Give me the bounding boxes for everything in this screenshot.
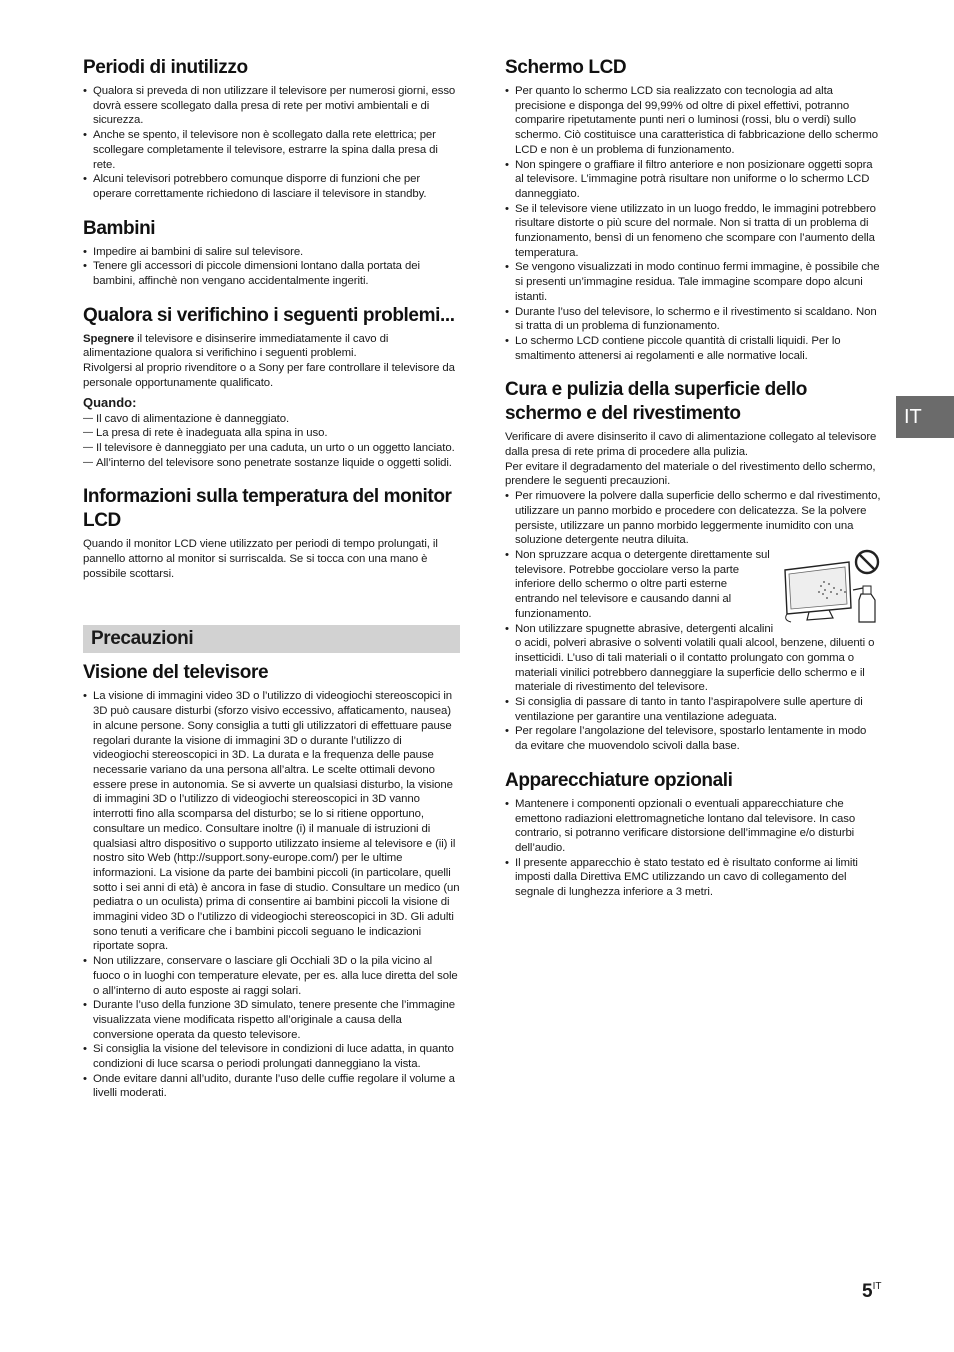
list-item: — Il televisore è danneggiato per una caduta, un urto o un oggetto lanciato. [83,441,460,456]
language-tab: IT [896,396,954,438]
list-item: • La visione di immagini video 3D o l’utilizzo di videogiochi stereoscopici in 3D può causare disturbi (sforzo visivo eccessivo, affaticamento, nausea) in alcune persone. Sony consiglia a tutti gli utilizzatori di effettuare pause regolari durante la visione di immagini 3D o durante l’utilizzo di videogiochi stereoscopici in 3D. La durata e la frequenza delle pause necessarie variano da una persona all’altra. Le scelte ottimali devono essere prese in autonomia. Se si avverte un qualsiasi disturbo, la visione di immagini 3D o l’utilizzo di videogiochi stereoscopici in 3D vanno interrotti fino alla scomparsa del disturbo; se lo si ritiene opportuno, consultare un medico. Consultare inoltre (i) il manuale di istruzioni di qualsiasi altro dispositivo o supporto utilizzato insieme al televisore e (ii) il nostro sito Web (http://support.sony-europe.com/) per le ultime informazioni. La visione da parte dei bambini piccoli (in particolare, quelli sotto i sei anni di età) è ancora in fase di studio. Consultare un medico (un pediatra o un oculista) prima di consentire ai bambini piccoli la visione di immagini video 3D o l’utilizzo di videogiochi stereoscopici in 3D. Gli adulti sono tenuti a verificare che i bambini piccoli seguano le indicazioni riportate sopra. [83,689,460,954]
list-item: • Si consiglia la visione del televisore in condizioni di luce adatta, in quanto condizioni di luce scarsa o periodi prolungati danneggiano la vista. [83,1042,460,1071]
heading-opzionali: Apparecchiature opzionali [505,769,733,791]
list-lcd [505,84,881,363]
list-item: • Alcuni televisori potrebbero comunque disporre di funzioni che per operare correttamente richiedono di lasciare il televisore in standby. [83,172,460,201]
pulizia-intro-2: Per evitare il degradamento del materiale o del rivestimento dello schermo, prendere le seguenti precauzioni. [505,460,876,488]
list-item: • Il presente apparecchio è stato testato ed è risultato conforme ai limiti imposti dalla Direttiva EMC utilizzando un cavo di collegamento del segnale di lunghezza inferiore a 3 metri. [505,856,881,900]
temperatura-text: Quando il monitor LCD viene utilizzato per periodi di tempo prolungati, il pannello attorno al monitor si surriscalda. Se si tocca con una mano è possibile scottarsi. [83,538,438,580]
pulizia-intro-1: Verificare di avere disinserito il cavo di alimentazione collegato al televisore dalla presa di rete prima di procedere alla pulizia. [505,431,877,459]
no-spray-icon [779,548,881,628]
heading-inutilizzo: Periodi di inutilizzo [83,57,248,78]
list-item: • Onde evitare danni all’udito, durante l’uso delle cuffie regolare il volume a livelli moderati. [83,1072,460,1101]
list-item: • Anche se spento, il televisore non è scollegato dalla rete elettrica; per scollegare completamente il televisore, estrarre la spina dalla presa di rete. [83,128,460,172]
heading-temperatura: Informazioni sulla temperatura del monitor LCD [83,486,452,532]
problemi-lead-rest: il televisore e disinserire immediatamente il cavo di alimentazione qualora si verifichino i seguenti problemi. [83,332,389,360]
list-bambini [83,245,460,289]
list-item: — La presa di rete è inadeguata alla spina in uso. [83,426,460,441]
list-item: • Non spingere o graffiare il filtro anteriore e non posizionare oggetti sopra al televisore. L’immagine potrà risultare non uniforme o lo schermo LCD danneggiato. [505,158,881,202]
list-visione [83,689,460,1101]
list-item: • Non utilizzare spugnette abrasive, detergenti alcalini o acidi, polveri abrasive o solventi volatili quali alcool, benzene, diluenti o insetticidi. L’uso di tali materiali o il contatto prolungato con gomma o materiali vinilici potrebbero danneggiare la superficie dello schermo e il materiale di rivestimento del televisore. [505,622,881,696]
list-pulizia [505,489,881,754]
list-item: • Lo schermo LCD contiene piccole quantità di cristalli liquidi. Per lo smaltimento attenersi ai regolamenti e alle normative locali. [505,334,881,363]
list-item: • Se vengono visualizzati in modo continuo fermi immagine, è possibile che si presenti un’immagine residua. Tale immagine scompare dopo alcuni istanti. [505,260,881,304]
heading-bambini: Bambini [83,217,156,239]
list-item: • Per regolare l’angolazione del televisore, spostarlo lentamente in modo da evitare che muovendolo scivoli dalla base. [505,724,881,753]
left-column [83,56,460,1116]
heading-lcd: Schermo LCD [505,57,627,78]
section-inutilizzo [83,56,460,202]
page-number-value: 5 [862,1281,873,1302]
problemi-lead-strong: Spegnere [83,332,135,345]
list-item: — Il cavo di alimentazione è danneggiato. [83,412,460,427]
list-item: • Durante l’uso del televisore, lo schermo e il rivestimento si scaldano. Non si tratta di un problema di funzionamento. [505,305,881,334]
list-item: • Per rimuovere la polvere dalla superficie dello schermo e dal rivestimento, utilizzare un panno morbido e procedere con delicatezza. Se la polvere persiste, utilizzare un panno morbido leggermente inumidito con una soluzione detergente neutra diluita. [505,489,881,548]
list-item: • Impedire ai bambini di salire sul televisore. [83,245,460,260]
section-visione [83,661,460,1101]
list-item: • Durante l’uso della funzione 3D simulato, tenere presente che l’immagine visualizzata viene modificata rispetto all’originale a causa della conversione operata da questo televisore. [83,998,460,1042]
list-inutilizzo [83,84,460,202]
heading-quando: Quando: [83,394,137,410]
precauzioni-banner: Precauzioni [83,625,460,653]
heading-visione: Visione del televisore [83,662,269,684]
problemi-lead [83,332,460,361]
page-number [862,1281,881,1303]
list-item: • Per quanto lo schermo LCD sia realizzato con tecnologia ad alta precisione e disponga del 99,99% od oltre di pixel effettivi, potranno comparire ripetutamente punti neri o luminosi (rossi, blu o verdi) sullo schermo. Ciò costituisce una caratteristica di fabbricazione dello schermo LCD e non è un problema di funzionamento. [505,84,881,158]
heading-problemi: Qualora si verifichino i seguenti problemi... [83,304,455,326]
section-problemi [83,304,460,471]
problemi-lead-second: Rivolgersi al proprio rivenditore o a Sony per fare controllare il televisore da personale opportunamente qualificato. [83,362,455,389]
list-quando [83,412,460,471]
list-item: • Se il televisore viene utilizzato in un luogo freddo, le immagini potrebbero risultare distorte o più scure del normale. Non si tratta di un problema di funzionamento, bensì di un fenomeno che scompare con l’aumento della temperatura. [505,202,881,261]
section-lcd [505,56,881,363]
pulizia-item-spray: Non spruzzare acqua o detergente direttamente sul televisore. Potrebbe gocciolare verso la parte inferiore dello schermo o oltre parti esterne entrando nel televisore e causando danni al funzionamento. [515,548,770,620]
section-bambini [83,217,460,289]
list-item: • Si consiglia di passare di tanto in tanto l’aspirapolvere sulle aperture di ventilazione per garantire una ventilazione adeguata. [505,695,881,724]
list-item: — All’interno del televisore sono penetrate sostanze liquide o oggetti solidi. [83,456,460,471]
section-pulizia [505,378,881,753]
list-item: • Tenere gli accessori di piccole dimensioni lontano dalla portata dei bambini, affinchè non vengano accidentalmente ingeriti. [83,259,460,288]
list-item [505,548,881,622]
list-item: • Mantenere i componenti opzionali o eventuali apparecchiature che emettono radiazioni elettromagnetiche lontano dal televisore. In caso contrario, si potranno verificare distorsione dell’immagine e/o disturbi dell’audio. [505,797,881,856]
section-opzionali [505,769,881,900]
section-temperatura [83,485,460,581]
heading-pulizia: Cura e pulizia della superficie dello schermo e del rivestimento [505,379,807,425]
list-item: • Qualora si preveda di non utilizzare il televisore per numerosi giorni, esso dovrà essere scollegato dalla presa di rete per motivi ambientali e di sicurezza. [83,84,460,128]
list-opzionali [505,797,881,900]
right-column [505,56,881,915]
list-item: • Non utilizzare, conservare o lasciare gli Occhiali 3D o la pila vicino al fuoco o in luoghi con temperature elevate, per es. alla luce diretta del sole o all’interno di auto esposte ai raggi solari. [83,954,460,998]
page-number-suffix: IT [872,1281,882,1292]
